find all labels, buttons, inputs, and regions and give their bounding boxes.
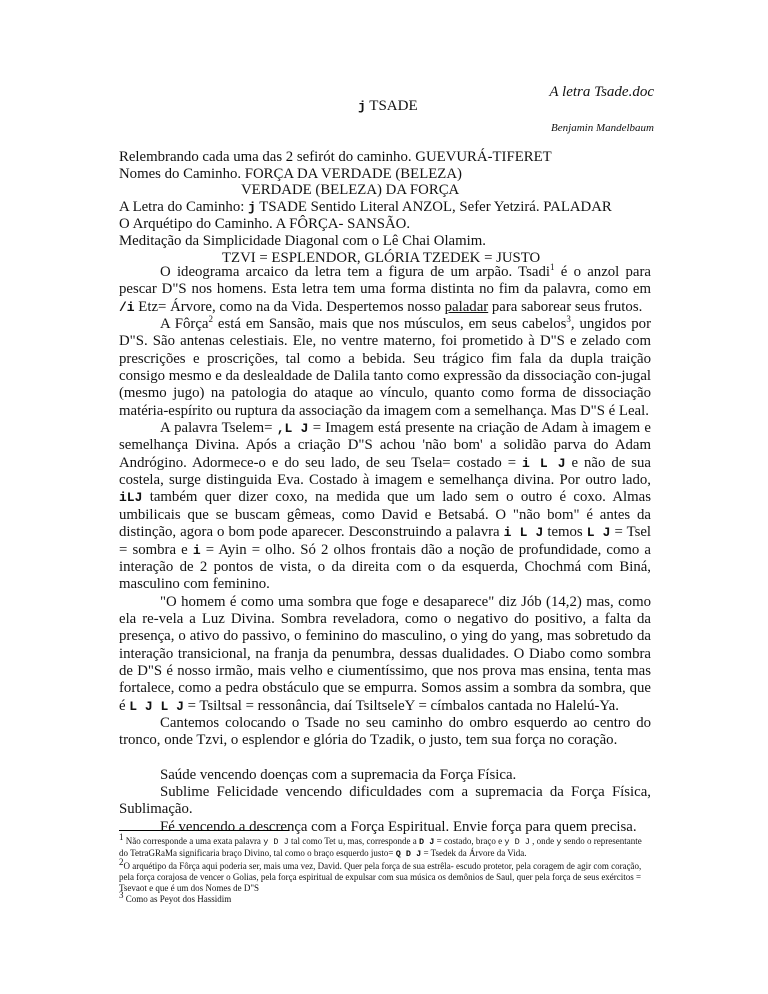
hebrew-glyph: i L J <box>522 455 566 471</box>
intro-line: A Letra do Caminho: j TSADE Sentido Literal ANZOL, Sefer Yetzirá. PALADAR <box>119 198 612 215</box>
document-title <box>358 98 418 115</box>
footnote: $^1$ Não corresponde a uma exata palavra y D J tal como Tet u, mas, corresponde a D J = costado, braço e y D J , onde y sendo o representante do TetraGRaMa significaria braço Divino, tal como o braço esquerdo justo= Q D J = Tsedek da Árvore da Vida. <box>119 832 642 860</box>
footnote: $^2$O arquétipo da Fôrça aqui poderia ser, mais uma vez, David. Quer pela força de sua estrêla- escudo protetor, pela coragem de agir com coração, pela força corajosa de vencer o Golias, pela força espiritual de expulsar com sua música os demônios de Saul, quer pela força de seus exércitos = Tsevaot e que é um dos Nomes de D"S <box>119 856 642 894</box>
hebrew-glyph: ,L J <box>276 421 309 437</box>
intro-line: Nomes do Caminho. FORÇA DA VERDADE (BELEZA) <box>119 165 462 182</box>
hebrew-glyph: y <box>556 837 562 847</box>
hebrew-glyph: j <box>248 199 256 215</box>
footnote-separator <box>119 830 289 831</box>
title-text: TSADE <box>369 98 418 114</box>
intro-block <box>119 149 659 266</box>
blank-line <box>119 750 651 767</box>
paragraph: Saúde vencendo doenças com a supremacia da Força Física. <box>160 766 517 783</box>
intro-line: O Arquétipo do Caminho. A FÔRÇA- SANSÃO. <box>119 216 411 233</box>
hebrew-glyph: L J L J <box>129 698 184 714</box>
document-filename: A letra Tsade.doc <box>549 84 654 100</box>
hebrew-glyph: L J <box>586 525 611 541</box>
hebrew-glyph: i <box>192 542 201 558</box>
paragraph: Sublime Felicidade vencendo dificuldades com a supremacia da Força Física, Sublimação. <box>119 783 651 818</box>
hebrew-glyph: y D J <box>263 837 289 847</box>
hebrew-glyph: u <box>337 837 344 847</box>
hebrew-glyph: D J <box>419 837 435 847</box>
paragraph: A Fôrça$^2$ está em Sansão, mais que nos músculos, em seus cabelos$^3$, ungidos por D"S. São antenas celestiais. Ele, no ventre materno, foi prometido à D"S e zelado com prescrições e proscrições, tal como a bebida. Seu trágico fim fala da dupla traição consigo mesmo e da deslealdade de Dalila tanto como expressão da dissociação con-jugal (mesmo jugo) na patologia do ataque ao vínculo, quanto como forma de dissociação matéria-espírito ou ruptura da associação da imagem com a semelhança. Mas D"S é Leal. <box>119 314 651 419</box>
paragraph: "O homem é como uma sombra que foge e desaparece" diz Jób (14,2) mas, como ela re-vela a Luz Divina. Sombra reveladora, como o negativo do positivo, a falta da presença, o ativo do passivo, o feminino do masculino, o ying do yang, mas sobretudo da interação transicional, na franja da penumbra, dessas dualidades. O Diabo como sombra de D"S é nosso irmão, mais velho e ciumentíssimo, que nos prova mas ensina, tenta mas fortalece, como a pedra obstáculo que se empurra. Somos assim a sombra da sombra, que é L J L J = Tsiltsal = ressonância, daí TsiltseleY = címbalos cantada no Halelú-Ya. <box>119 593 651 714</box>
hebrew-glyph: i L J <box>503 525 544 541</box>
hebrew-glyph: /i <box>119 299 135 315</box>
title-hebrew-glyph: j <box>358 99 366 114</box>
paragraph: Cantemos colocando o Tsade no seu caminho do ombro esquerdo ao centro do tronco, onde Tzvi, o esplendor e glória do Tzadik, o justo, tem sua força no coração. <box>119 714 651 749</box>
paragraph: Fé vencendo a descrença com a Força Espiritual. Envie força para quem precisa. <box>160 818 637 835</box>
paragraph: O ideograma arcaico da letra tem a figura de um arpão. Tsadi$^1$ é o anzol para pescar D"S nos homens. Esta letra tem uma forma distinta no fim da palavra, como em /i Etz= Árvore, como na da Vida. Despertemos nosso paladar para saborear seus frutos. <box>119 262 651 315</box>
hebrew-glyph: y D J <box>504 837 530 847</box>
hebrew-glyph: Q D J <box>395 849 422 860</box>
footnote: $^3$ Como as Peyot dos Hassidim <box>119 890 232 905</box>
underlined-word: paladar <box>444 298 489 315</box>
footnote-ref: 3 <box>566 314 571 325</box>
intro-line: Meditação da Simplicidade Diagonal com o Lê Chai Olamim. <box>119 232 486 249</box>
footnote-ref: 1 <box>550 262 555 273</box>
paragraph: A palavra Tselem= ,L J = Imagem está presente na criação de Adam à imagem e semelhança Divina. Após a criação D"S achou 'não bom' a solidão parva do Adam Andrógino. Adormece-o e do seu lado, de seu Tsela= costado = i L J e não de sua costela, surge distinguida Eva. Costado à imagem e semelhança divina. Por outro lado, iLJ também quer dizer coxo, na medida que um lado sem o outro é coxo. Almas umbilicais que se buscam gêmeas, como David e Betsabá. O "não bom" é antes da distinção, agora o bom pode aparecer. Desconstruindo a palavra i L J temos L J = Tsel = sombra e i = Ayin = olho. Só 2 olhos frontais dão a noção de profundidade, como a interação de 2 pontos de vista, o da direita com o da esquerda, Chochmá com Biná, masculino com feminino. <box>119 420 652 593</box>
footnotes <box>119 832 651 906</box>
document-author: Benjamin Mandelbaum <box>551 122 654 134</box>
footnote-ref: 2 <box>208 314 213 325</box>
intro-line: TZVI = ESPLENDOR, GLÓRIA TZEDEK = JUSTO <box>222 249 541 266</box>
hebrew-glyph: iLJ <box>119 490 143 506</box>
intro-line: VERDADE (BELEZA) DA FORÇA <box>241 182 460 199</box>
body-text <box>119 264 651 836</box>
intro-line: Relembrando cada uma das 2 sefirót do caminho. GUEVURÁ-TIFERET <box>119 149 552 165</box>
